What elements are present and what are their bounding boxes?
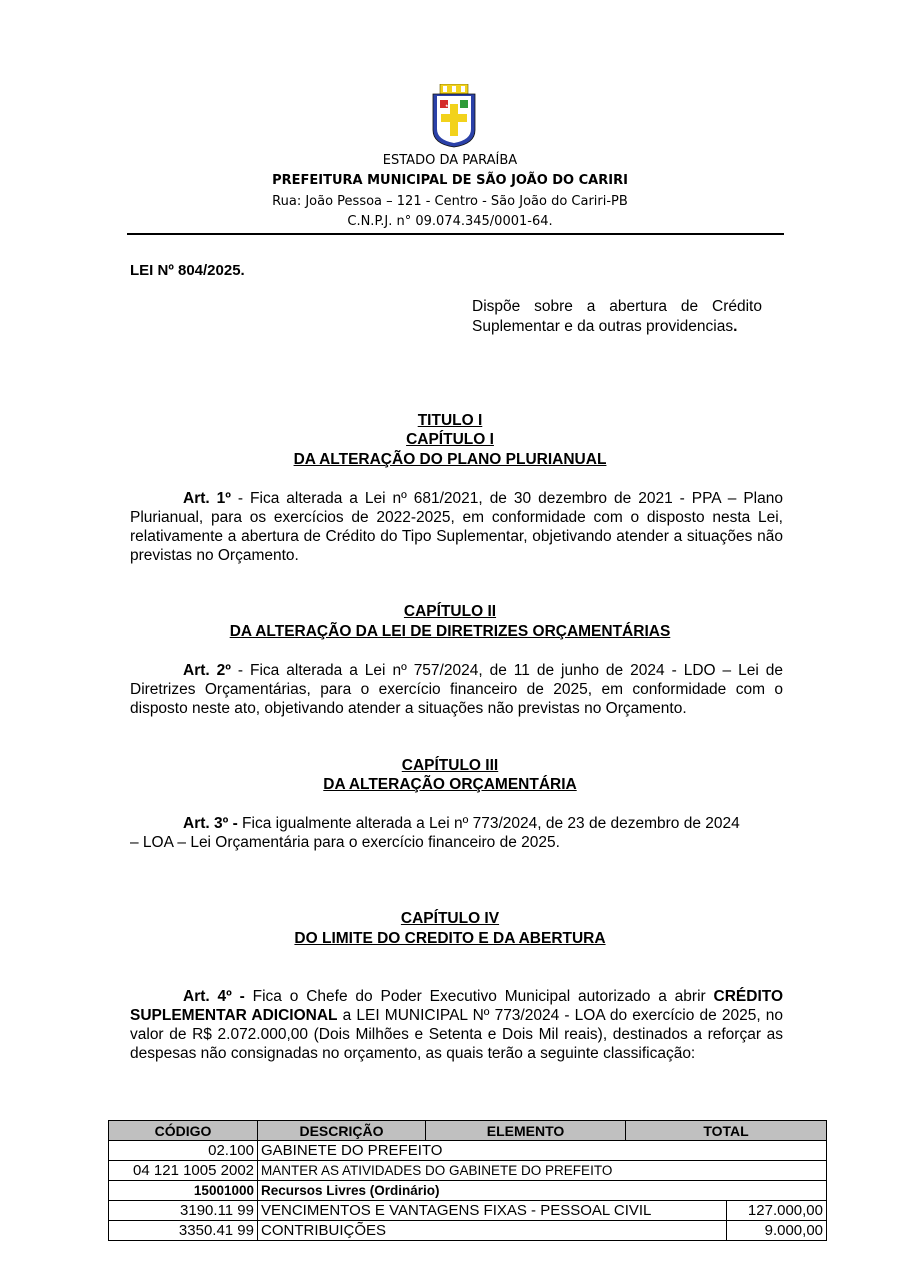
unit-name: GABINETE DO PREFEITO bbox=[258, 1141, 827, 1161]
law-ementa: Dispõe sobre a abertura de Crédito Suplementar e da outras providencias. bbox=[472, 298, 762, 335]
law-number: LEI Nº 804/2025. bbox=[130, 262, 245, 279]
table-row bbox=[109, 1141, 827, 1161]
svg-text:★: ★ bbox=[445, 103, 449, 108]
budget-classification-table bbox=[108, 1120, 827, 1241]
prefecture-address: Rua: João Pessoa – 121 - Centro - São João do Cariri-PB bbox=[272, 194, 628, 209]
action-code: 04 121 1005 2002 bbox=[109, 1161, 258, 1181]
table-header-row bbox=[109, 1121, 827, 1141]
source-code: 15001000 bbox=[109, 1181, 258, 1201]
article-2-label: Art. 2º bbox=[183, 662, 231, 679]
element-description: VENCIMENTOS E VANTAGENS FIXAS - PESSOAL CIVIL bbox=[258, 1201, 727, 1221]
header-divider bbox=[127, 233, 784, 235]
title-label: TITULO I bbox=[417, 412, 483, 429]
article-3-label: Art. 3º - bbox=[183, 815, 238, 832]
prefecture-cnpj: C.N.P.J. n° 09.074.345/0001-64. bbox=[347, 214, 553, 229]
element-total: 9.000,00 bbox=[727, 1221, 827, 1241]
element-code: 3350.41 99 bbox=[109, 1221, 258, 1241]
article-4-label: Art. 4º - bbox=[183, 988, 245, 1005]
element-description: CONTRIBUIÇÕES bbox=[258, 1221, 727, 1241]
source-name: Recursos Livres (Ordinário) bbox=[258, 1181, 827, 1201]
chapter-4-heading: DO LIMITE DO CREDITO E DA ABERTURA bbox=[294, 930, 606, 947]
unit-code: 02.100 bbox=[109, 1141, 258, 1161]
article-3-line-1: Art. 3º - Fica igualmente alterada a Lei nº 773/2024, de 23 de dezembro de 2024 bbox=[183, 815, 740, 832]
chapter-2-heading: DA ALTERAÇÃO DA LEI DE DIRETRIZES ORÇAMENTÁRIAS bbox=[229, 623, 671, 640]
article-3-line-2: – LOA – Lei Orçamentária para o exercício financeiro de 2025. bbox=[130, 834, 560, 851]
chapter-1-label: CAPÍTULO I bbox=[406, 431, 494, 448]
chapter-3-heading: DA ALTERAÇÃO ORÇAMENTÁRIA bbox=[323, 776, 577, 793]
element-code: 3190.11 99 bbox=[109, 1201, 258, 1221]
state-name: ESTADO DA PARAÍBA bbox=[382, 153, 518, 168]
header-elemento: ELEMENTO bbox=[426, 1121, 626, 1141]
table-row bbox=[109, 1221, 827, 1241]
prefecture-name: PREFEITURA MUNICIPAL DE SÃO JOÃO DO CARIRI bbox=[272, 173, 628, 188]
article-4: Art. 4º - Fica o Chefe do Poder Executivo Municipal autorizado a abrir CRÉDITO SUPLEMENTAR ADICIONAL a LEI MUNICIPAL Nº 773/2024 - LOA do exercício de 2025, no valor de R$ 2.072.000,00 (Dois Milhões e Setenta e Dois Mil reais), destinados a reforçar as despesas não consignadas no orçamento, as quais terão a seguinte classificação: bbox=[130, 988, 784, 1062]
table-row bbox=[109, 1161, 827, 1181]
element-total: 127.000,00 bbox=[727, 1201, 827, 1221]
chapter-4-label: CAPÍTULO IV bbox=[400, 910, 500, 927]
chapter-2-label: CAPÍTULO II bbox=[403, 603, 497, 620]
table-row bbox=[109, 1201, 827, 1221]
header-descricao: DESCRIÇÃO bbox=[258, 1121, 426, 1141]
credit-type: CRÉDITO SUPLEMENTAR ADICIONAL bbox=[130, 988, 784, 1024]
action-name: MANTER AS ATIVIDADES DO GABINETE DO PREFEITO bbox=[258, 1161, 827, 1181]
chapter-1-heading: DA ALTERAÇÃO DO PLANO PLURIANUAL bbox=[293, 451, 607, 468]
chapter-3-label: CAPÍTULO III bbox=[401, 757, 499, 774]
header-total: TOTAL bbox=[626, 1121, 827, 1141]
article-1: Art. 1º - Fica alterada a Lei nº 681/2021, de 30 dezembro de 2021 - PPA – Plano Plurianual, para os exercícios de 2022-2025, em conformidade com o disposto nesta Lei, relativamente a abertura de Crédito do Tipo Suplementar, objetivando atender a situações não previstas no Orçamento. bbox=[130, 490, 783, 564]
table-row bbox=[109, 1181, 827, 1201]
article-2: Art. 2º - Fica alterada a Lei nº 757/2024, de 11 de junho de 2024 - LDO – Lei de Diretrizes Orçamentárias, para o exercício financeiro de 2025, em conformidade com o disposto neste ato, objetivando atender a situações não previstas no Orçamento. bbox=[130, 662, 783, 717]
article-1-label: Art. 1º bbox=[183, 490, 231, 507]
municipal-coat-of-arms-icon bbox=[430, 84, 478, 148]
header-codigo: CÓDIGO bbox=[109, 1121, 258, 1141]
